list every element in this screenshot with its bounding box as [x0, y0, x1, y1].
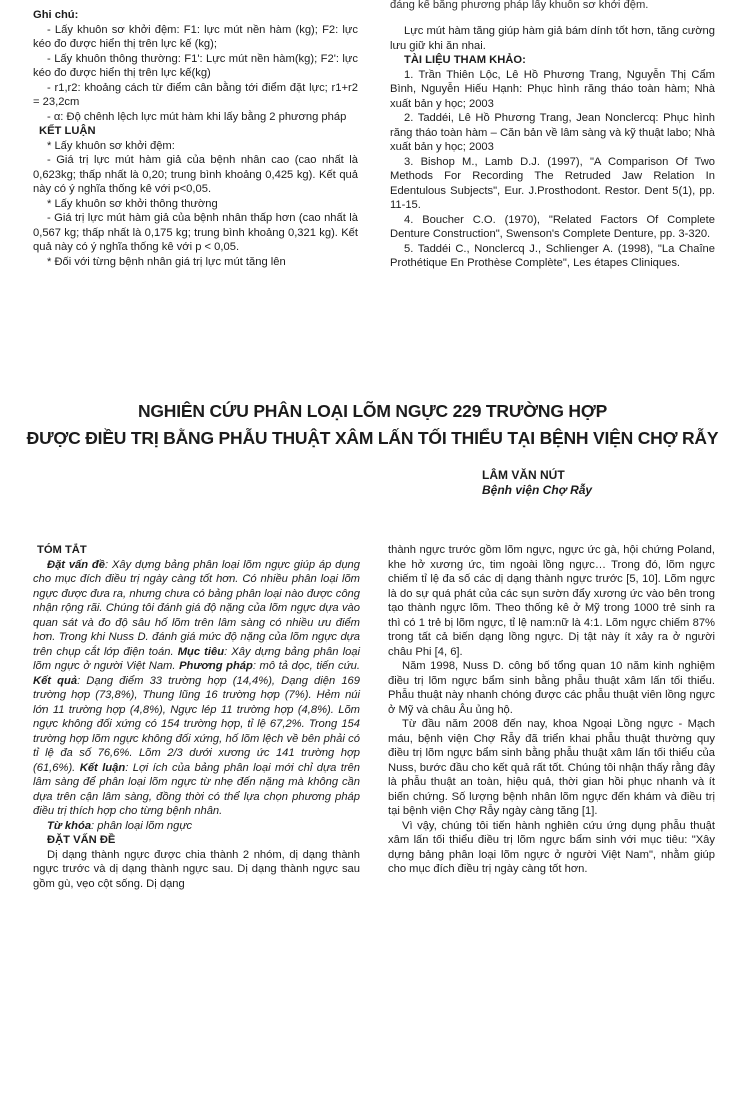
- author-block: [482, 468, 592, 498]
- conclusion-item: * Lấy khuôn sơ khởi đệm:: [47, 139, 175, 152]
- keywords-label: Từ khóa: [47, 819, 92, 832]
- keywords: [33, 819, 360, 834]
- references-heading: TÀI LIỆU THAM KHẢO:: [404, 54, 526, 66]
- method-text: : mô tả dọc, tiến cứu.: [252, 660, 360, 672]
- abstract-column: [33, 543, 360, 891]
- conclusion-item: - Giá trị lực mút hàm giả của bệnh nhân thấp hơn (cao nhất là 0,567 kg; thấp nhất là 0,175 kg; trung bình khoảng 0,321 kg). Kết quả này có ý nghĩa thống kê với p < 0,05.: [33, 212, 358, 253]
- note-item: - r1,r2: khoảng cách từ điểm cân bằng tới điểm đặt lực; r1+r2 = 23,2cm: [33, 81, 358, 108]
- title-line-2: ĐƯỢC ĐIỀU TRỊ BẰNG PHẪU THUẬT XÂM LẤN TỐI THIỂU TẠI BỆNH VIỆN CHỢ RẪY: [26, 428, 719, 448]
- conclusion-item: - Giá trị lực mút hàm giả của bệnh nhân cao (cao nhất là 0,623kg; thấp nhất là 0,20; trung bình khoảng 0,425 kg). Kết quả này có ý nghĩa thống kê với p<0,05.: [33, 154, 358, 195]
- paragraph: Lực mút hàm tăng giúp hàm giả bám dính tốt hơn, tăng cường lưu giữ khi ăn nhai.: [390, 25, 715, 52]
- aim-label: Mục tiêu: [177, 645, 225, 658]
- aim-text: : Xây dựng bảng phân loại lõm ngực ở người Việt Nam.: [33, 645, 361, 672]
- note-item: - Lấy khuôn thông thường: F1': Lực mút nền hàm(kg); F2': lực kéo đo được hiển thị trên lực kế(kg): [33, 52, 358, 79]
- author-affiliation: Bệnh viện Chợ Rẫy: [482, 483, 593, 497]
- body-column: [388, 543, 715, 877]
- conclusion-item: * Đối với từng bệnh nhân giá trị lực mút tăng lên: [47, 255, 286, 268]
- result-label: Kết quả: [33, 674, 78, 687]
- title-line-1: NGHIÊN CỨU PHÂN LOẠI LÕM NGỰC 229 TRƯỜNG HỢP: [137, 401, 608, 421]
- cut-line: đáng kể bằng phương pháp lấy khuôn sơ khởi đệm.: [390, 0, 649, 11]
- author-name: LÂM VĂN NÚT: [482, 468, 565, 482]
- conclusion-label: Kết luận: [79, 761, 126, 774]
- conclusion-item: * Lấy khuôn sơ khởi thông thường: [47, 197, 218, 210]
- conclusion-text: : Lợi ích của bảng phân loại mới chỉ dựa trên lâm sàng để phân loại lõm ngực từ nhẹ đến nặng mà không cần dựa trên cận lâm sàng, đồng thời có thể lựa chọn phương pháp điều trị thích hợp cho từng bệnh nhân.: [33, 761, 361, 817]
- intro-paragraph: Dị dạng thành ngực được chia thành 2 nhóm, dị dạng thành ngực trước và dị dạng thành ngực sau. Dị dạng thành ngực sau gồm gù, vẹo cột sống. Dị dạng: [33, 848, 360, 890]
- references-column: [390, 24, 715, 271]
- conclusion-heading: KẾT LUẬN: [39, 125, 96, 137]
- notes-heading: Ghi chú:: [33, 9, 79, 21]
- note-item: - α: Độ chênh lệch lực mút hàm khi lấy bằng 2 phương pháp: [47, 110, 347, 123]
- reference-item: 3. Bishop M., Lamb D.J. (1997), "A Comparison Of Two Methods For Recording The Retruded Jaw Relation In Edentulous Subjects", Eur. J.Prosthodont. Restor. Dent 5(1), pp. 11-15.: [390, 155, 715, 211]
- body-paragraph: Từ đầu năm 2008 đến nay, khoa Ngoại Lồng ngực - Mạch máu, bệnh viện Chợ Rẫy đã triển khai phẫu thuật thường quy điều trị lõm ngực bẩm sinh bằng phẫu thuật xâm lấn tối thiểu của Nuss, bước đầu cho kết quả rất tốt. Chúng tôi nhận thấy rằng đây là phẫu thuật an toàn, hiệu quả, thời gian hồi phục nhanh và ít biến chứng. Số lượng bệnh nhân lõm ngực đến khám và điều trị tại bệnh viện Chợ Rẫy ngày càng tăng [1].: [388, 718, 715, 817]
- body-paragraph: Vì vậy, chúng tôi tiến hành nghiên cứu ứng dụng phẫu thuật xâm lấn tối thiểu điều trị lõm ngực bẩm sinh với mục tiêu: "Xây dựng bảng phân loại lõm ngực ở người Việt Nam", nhằm giúp cho mục đích điều trị ngày càng tốt hơn.: [388, 819, 715, 875]
- keywords-text: : phân loại lõm ngực: [91, 819, 193, 832]
- reference-item: 5. Taddéi C., Nonclercq J., Schlienger A. (1998), "La Chaîne Prothétique En Prothèse Complète", Les étapes Cliniques.: [390, 242, 715, 269]
- article-title: [0, 398, 745, 452]
- note-item: - Lấy khuôn sơ khởi đệm: F1: lực mút nền hàm (kg); F2: lực kéo đo được hiển thị trên lực kế (kg);: [33, 23, 358, 50]
- objective-text: : Xây dựng bảng phân loại lõm ngực giúp áp dụng cho mục đích điều trị ngày càng tốt hơn. Có nhiều phân loại lõm ngực được đưa ra, nhưng chưa có bảng phân loại nào được công nhận rộng rãi. Chúng tôi đánh giá độ nặng của lõm ngực dựa vào quan sát và đo độ sâu hố lõm trên lâm sàng có nhiều ưu điểm hơn. Trong khi Nuss D. đánh giá mức độ nặng của lõm ngực dựa trên chụp cắt lớp điện toán.: [33, 558, 361, 658]
- intro-heading: ĐẶT VẤN ĐỀ: [47, 834, 116, 846]
- abstract-heading: TÓM TẮT: [37, 544, 87, 556]
- body-paragraph: Năm 1998, Nuss D. công bố tổng quan 10 năm kinh nghiệm điều trị lõm ngực bẩm sinh bằng phẫu thuật xâm lấn tối thiểu. Phẫu thuật này nhanh chóng được các phẫu thuật viên lồng ngực ở Mỹ và châu Âu ủng hộ.: [388, 660, 715, 716]
- body-paragraph: thành ngực trước gồm lõm ngực, ngực ức gà, hội chứng Poland, khe hở xương ức, tim ngoài lồng ngực… Trong đó, lõm ngực chiếm tỉ lệ đa số các dị dạng thành ngực trước [5, 10]. Lõm ngực là do sự quá phát của các sụn sườn đẩy xương ức vào bên trong tạo thành ngực lõm. Theo thống kê ở Mỹ trong 1000 trẻ sinh ra thì có 1 trẻ bị lõm ngực, tỉ lệ nam:nữ là 4:1. Lõm ngực chiếm 87% trong tất cả biến dạng lồng ngực. Dị tật này ít xảy ra ở người châu Phi [4, 6].: [388, 544, 715, 658]
- reference-item: 2. Taddéi, Lê Hồ Phương Trang, Jean Nonclercq: Phục hình răng tháo toàn hàm – Căn bản về lâm sàng và kỹ thuật labo; Nhà xuất bản y học; 2003: [390, 112, 715, 153]
- method-label: Phương pháp: [179, 660, 253, 672]
- reference-item: 4. Boucher C.O. (1970), "Related Factors Of Complete Denture Construction", Swenson's Complete Denture, pp. 3-320.: [390, 213, 715, 240]
- abstract-text: [33, 558, 360, 819]
- result-text: : Dạng điểm 33 trường hợp (14,4%), Dạng diện 169 trường hợp (73,8%), Thung lũng 16 trường hợp (7%). Hẻm núi lớn 11 trường hợp (4,8%), Ngực lép 11 trường hợp (4,8%). Lõm ngực không đối xứng có 154 trường hợp, tỉ lệ 67,2%. Trong 154 trường hợp lõm ngực không đối xứng, hố lõm lệch về bên phải có tỉ lệ đa số 76,6%. Lõm 2/3 dưới xương ức 141 trường hợp (61,6%).: [33, 674, 361, 774]
- objective-label: Đặt vấn đề: [47, 558, 105, 571]
- reference-item: 1. Trần Thiên Lộc, Lê Hồ Phương Trang, Nguyễn Thị Cẩm Bình, Nguyễn Hiếu Hạnh: Phục hình răng tháo toàn hàm; Nhà xuất bản y học; 2003: [390, 68, 715, 110]
- notes-column: [33, 8, 358, 269]
